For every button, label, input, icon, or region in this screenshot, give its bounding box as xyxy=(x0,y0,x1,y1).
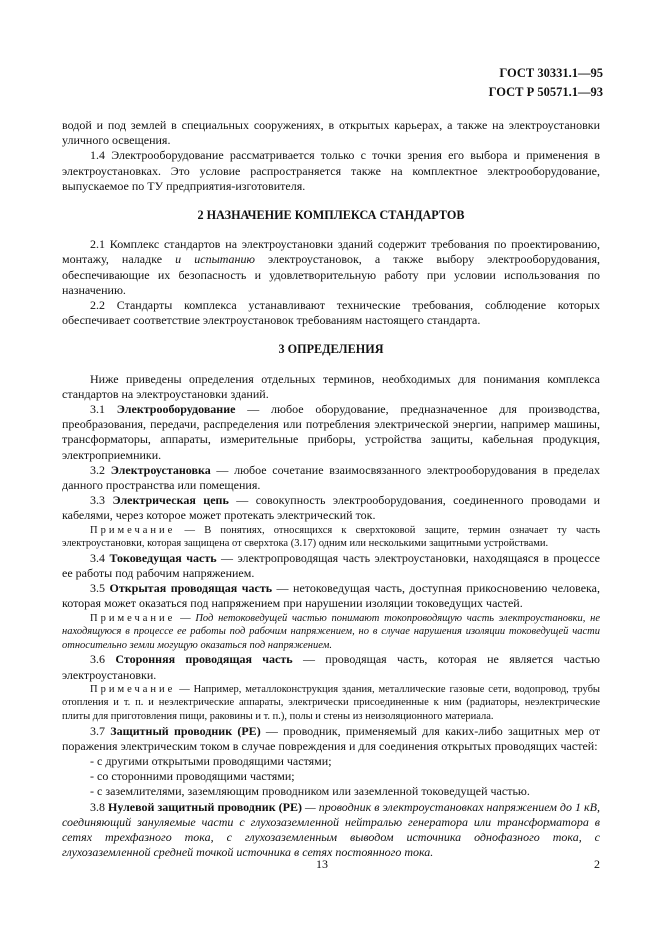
continuation-paragraph: водой и под землей в специальных сооружениях, в открытых карьерах, а также на электроустановки уличного освещения. xyxy=(62,118,600,148)
document-body xyxy=(62,118,600,860)
standard-code-2: ГОСТ Р 50571.1—93 xyxy=(488,85,603,99)
paragraph-2-2: 2.2 Стандарты комплекса устанавливают технические требования, соблюдение которых обеспечивает соответствие электроустановок требованиям настоящего стандарта. xyxy=(62,298,600,328)
definition-3-5: 3.5 Открытая проводящая часть — нетоковедущая часть, доступная прикосновению человека, которая может оказаться под напряжением при нарушении изоляции токоведущих частей. xyxy=(62,581,600,611)
definition-3-7: 3.7 Защитный проводник (PE) — проводник, применяемый для каких-либо защитных мер от поражения электрическим током в случае повреждения и для соединения открытых проводящих частей: xyxy=(62,723,600,753)
list-item: - со сторонними проводящими частями; xyxy=(90,769,295,784)
section-3-intro: Ниже приведены определения отдельных терминов, необходимых для понимания комплекса стандартов на электроустановки зданий. xyxy=(62,371,600,401)
definition-3-3: 3.3 Электрическая цепь — совокупность электрооборудования, соединенного проводами и кабелями, через которое может протекать электрический ток. xyxy=(62,493,600,523)
note-3-5: Примечание — Под нетоковедущей частью понимают токопроводящую часть электроустановки, не находящуюся в процессе ее работы под рабочим напряжением, но в случае нарушения изоляции токоведущей части относительно земли могущую оказаться под напряжением. xyxy=(62,612,601,651)
paragraph-2-1: 2.1 Комплекс стандартов на электроустановки зданий содержит требования по проектированию, монтажу, наладке и испытанию электроустановок, а также выбору электрооборудования, обеспечивающие их безопасность и удовлетворительную работу при условии использования по назначению. xyxy=(62,237,600,297)
standard-code-1: ГОСТ 30331.1—95 xyxy=(499,66,603,80)
list-item: - с другими открытыми проводящими частями; xyxy=(90,754,332,769)
definition-3-2: 3.2 Электроустановка — любое сочетание взаимосвязанного электрооборудования в пределах данного пространства или помещения. xyxy=(62,462,600,493)
section-3-title: 3 ОПРЕДЕЛЕНИЯ xyxy=(278,342,384,357)
list-item: - с заземлителями, заземляющим проводником или заземленной токоведущей частью. xyxy=(90,784,530,799)
note-3-3: Примечание — В понятиях, относящихся к сверхтоковой защите, термин означает ту часть электроустановки, которая защищена от сверхтока (3.17) одним или несколькими защитными устройствами. xyxy=(62,524,600,550)
section-2-title: 2 НАЗНАЧЕНИЕ КОМПЛЕКСА СТАНДАРТОВ xyxy=(197,208,465,223)
note-3-6: Примечание — Например, металлоконструкция здания, металлические газовые сети, водопровод, трубы отопления и т. п. и неэлектрические аппараты, электрически присоединенные к ним (радиаторы, неэлектрические плиты для приготовления пищи, раковины и т. п.), полы и стены из неизоляционного материала. xyxy=(62,683,600,723)
page-number: 13 xyxy=(316,857,328,871)
paragraph-1-4: 1.4 Электрооборудование рассматривается только с точки зрения его выбора и применения в электроустановках. Это условие распространяется также на комплектное электрооборудование, выпускаемое по ТУ предприятия-изготовителя. xyxy=(62,148,600,193)
definition-3-4: 3.4 Токоведущая часть — электропроводящая часть электроустановки, находящаяся в процессе ее работы под рабочим напряжением. xyxy=(62,550,600,581)
sheet-number: 2 xyxy=(594,857,600,871)
definition-3-1: 3.1 Электрооборудование — любое оборудование, предназначенное для производства, преобразования, передачи, распределения или потребления электрической энергии, например машины, трансформаторы, аппараты, измерительные приборы, устройства защиты, кабельная продукция, электроприемники. xyxy=(62,402,601,462)
definition-3-8: 3.8 Нулевой защитный проводник (PE) — проводник в электроустановках напряжением до 1 кВ, соединяющий зануляемые части с глухозаземленной нейтралью генератора или трансформатора в сетях трехфазного тока, с глухозаземленным выводом источника однофазного тока, с глухозаземленной средней точкой источника в сетях постоянного тока. xyxy=(62,799,600,860)
definition-3-6: 3.6 Сторонняя проводящая часть — проводящая часть, которая не является частью электроустановки. xyxy=(62,652,601,682)
